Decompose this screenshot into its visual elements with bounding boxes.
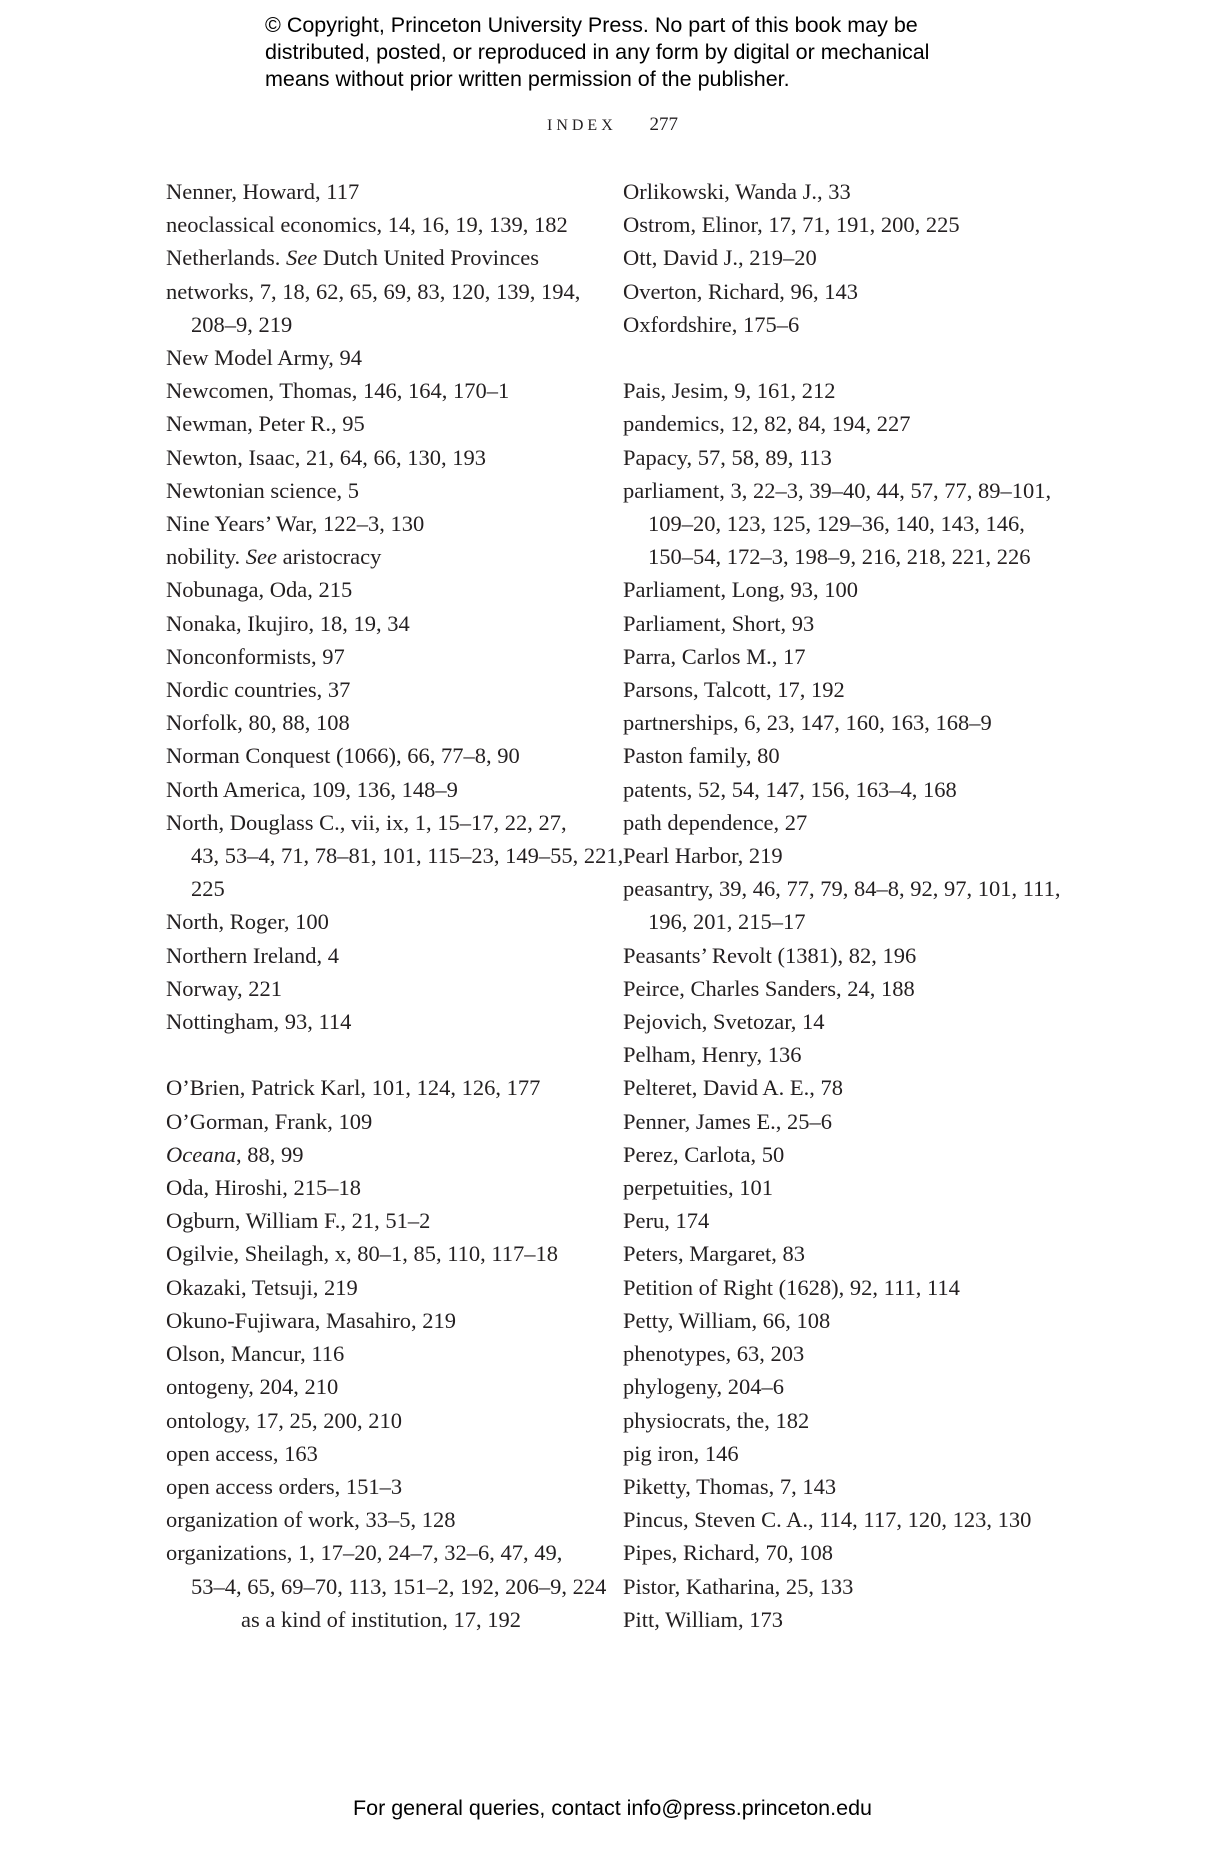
footer-contact: For general queries, contact info@press.princeton.edu [352, 1796, 872, 1820]
index-locators: Norman Conquest (1066), 66, 77–8, 90 [166, 743, 520, 769]
index-locators: Nottingham, 93, 114 [166, 1009, 352, 1035]
index-entry [166, 1271, 596, 1304]
index-locators: Orlikowski, Wanda J., 33 [623, 179, 851, 204]
index-entry [623, 1204, 1063, 1237]
index-locators: open access, 163 [166, 1440, 318, 1466]
index-locators: Oda, Hiroshi, 215–18 [166, 1175, 361, 1201]
index-term-italic: Oceana [166, 1141, 236, 1167]
index-entry [623, 1603, 1063, 1636]
index-entry [166, 1470, 596, 1503]
index-locators: Paston family, 80 [623, 743, 780, 769]
index-locators: Newcomen, Thomas, 146, 164, 170–1 [166, 378, 510, 404]
section-label: INDEX [546, 117, 617, 134]
index-entry [623, 673, 1063, 706]
index-entry [623, 706, 1063, 739]
index-entry [166, 374, 596, 407]
index-locators: Newton, Isaac, 21, 64, 66, 130, 193 [166, 444, 486, 470]
index-locators: Parliament, Long, 93, 100 [623, 577, 858, 603]
index-locators: New Model Army, 94 [166, 345, 363, 371]
index-locators: open access orders, 151–3 [166, 1473, 403, 1499]
index-locators: pig iron, 146 [623, 1440, 739, 1466]
index-locators: Ott, David J., 219–20 [623, 245, 817, 271]
index-entry [623, 1304, 1063, 1337]
index-entry [623, 407, 1063, 440]
index-entry [623, 1105, 1063, 1138]
index-entry [623, 773, 1063, 806]
index-locators: Nonaka, Ikujiro, 18, 19, 34 [166, 610, 410, 636]
index-locators: Okuno-Fujiwara, Masahiro, 219 [166, 1307, 456, 1333]
index-locators: Okazaki, Tetsuji, 219 [166, 1274, 358, 1300]
index-entry [166, 175, 596, 208]
index-locators: Newman, Peter R., 95 [166, 411, 365, 437]
index-entry [166, 1204, 596, 1237]
index-locators: Petition of Right (1628), 92, 111, 114 [623, 1274, 960, 1300]
index-entry [166, 1503, 596, 1536]
copyright-line: © Copyright, Princeton University Press. No part of this book may be [265, 13, 918, 37]
index-locators: Pejovich, Svetozar, 14 [623, 1009, 825, 1035]
index-entry [623, 208, 1063, 241]
index-entry [623, 1005, 1063, 1038]
index-entry [623, 573, 1063, 606]
index-locators: Nobunaga, Oda, 215 [166, 577, 353, 603]
index-entry [166, 1071, 596, 1104]
index-locators: Oxfordshire, 175–6 [623, 311, 800, 337]
index-entry [166, 673, 596, 706]
index-locators: Ostrom, Elinor, 17, 71, 191, 200, 225 [623, 212, 960, 238]
index-entry [166, 1370, 596, 1403]
index-entry [623, 939, 1063, 972]
index-term: Netherlands. [166, 245, 286, 271]
index-locators: O’Gorman, Frank, 109 [166, 1108, 373, 1134]
index-locators: Pearl Harbor, 219 [623, 843, 783, 869]
index-locators: Papacy, 57, 58, 89, 113 [623, 444, 832, 470]
index-entry [166, 1138, 596, 1171]
index-entry [166, 939, 596, 972]
index-locators: Newtonian science, 5 [166, 477, 360, 503]
index-entry [623, 1470, 1063, 1503]
index-entry [166, 573, 596, 606]
index-locators: Olson, Mancur, 116 [166, 1341, 345, 1367]
index-locators: Norfolk, 80, 88, 108 [166, 710, 350, 736]
copyright-notice [265, 12, 1025, 93]
index-locators: Pais, Jesim, 9, 161, 212 [623, 378, 836, 404]
index-locators: Pipes, Richard, 70, 108 [623, 1540, 833, 1566]
index-locators: Pelteret, David A. E., 78 [623, 1075, 843, 1101]
index-column-left [166, 175, 624, 1636]
index-locators: Northern Ireland, 4 [166, 942, 340, 968]
index-entry [623, 275, 1063, 308]
index-entry [623, 1570, 1063, 1603]
index-entry [166, 1237, 596, 1270]
index-locators: Nonconformists, 97 [166, 643, 345, 669]
index-locators: neoclassical economics, 14, 16, 19, 139, 182 [166, 212, 568, 238]
index-entry [166, 540, 596, 573]
index-locators: ontogeny, 204, 210 [166, 1374, 339, 1400]
index-locators: perpetuities, 101 [623, 1175, 773, 1201]
running-head [0, 114, 1225, 136]
copyright-line: means without prior written permission of the publisher. [265, 67, 790, 91]
index-entry [166, 1171, 596, 1204]
index-entry [166, 1304, 596, 1337]
index-locators: Pelham, Henry, 136 [623, 1042, 802, 1068]
index-entry [166, 407, 596, 440]
index-entry [166, 1536, 607, 1602]
index-locators: Dutch United Provinces [317, 245, 540, 271]
index-entry [166, 806, 624, 906]
index-locators: organizations, 1, 17–20, 24–7, 32–6, 47, 49, 53–4, 65, 69–70, 113, 151–2, 192, 206–9, 224 [166, 1540, 607, 1599]
index-entry [623, 1536, 1063, 1569]
index-entry [623, 1038, 1063, 1071]
index-term: nobility. [166, 544, 246, 570]
index-entry [623, 175, 1063, 208]
index-entry [623, 374, 1063, 407]
index-entry [623, 640, 1063, 673]
index-locators: Pistor, Katharina, 25, 133 [623, 1573, 854, 1599]
index-locators: Parra, Carlos M., 17 [623, 643, 806, 669]
index-entry [166, 1437, 596, 1470]
index-entry [623, 474, 1063, 574]
index-entry [166, 507, 596, 540]
index-entry [166, 1404, 596, 1437]
index-entry [623, 1171, 1063, 1204]
index-entry [623, 806, 1063, 839]
index-locators: Peters, Margaret, 83 [623, 1241, 806, 1267]
index-locators: patents, 52, 54, 147, 156, 163–4, 168 [623, 776, 957, 802]
index-locators: Nenner, Howard, 117 [166, 179, 360, 204]
index-locators: Overton, Richard, 96, 143 [623, 278, 858, 304]
index-locators: pandemics, 12, 82, 84, 194, 227 [623, 411, 911, 437]
index-entry [166, 208, 596, 241]
index-locators: peasantry, 39, 46, 77, 79, 84–8, 92, 97, 101, 111, 196, 201, 215–17 [623, 876, 1061, 935]
index-entry [623, 1138, 1063, 1171]
index-locators: Pincus, Steven C. A., 114, 117, 120, 123, 130 [623, 1507, 1032, 1533]
page-number: 277 [649, 114, 678, 135]
index-locators: Parliament, Short, 93 [623, 610, 815, 636]
index-entry [166, 441, 596, 474]
index-locators: partnerships, 6, 23, 147, 160, 163, 168–9 [623, 710, 992, 736]
see-reference: See [245, 544, 278, 570]
index-entry [166, 607, 596, 640]
index-entry [623, 739, 1063, 772]
index-locators: Perez, Carlota, 50 [623, 1141, 785, 1167]
index-locators: Ogburn, William F., 21, 51–2 [166, 1208, 431, 1234]
index-locators: Nine Years’ War, 122–3, 130 [166, 511, 425, 537]
index-entry [166, 1105, 596, 1138]
index-entry [166, 905, 596, 938]
index-entry [623, 1437, 1063, 1470]
index-entry [623, 972, 1063, 1005]
index-entry [623, 241, 1063, 274]
index-entry [166, 1005, 596, 1038]
index-locators: North America, 109, 136, 148–9 [166, 776, 458, 802]
index-subentry [166, 1603, 596, 1636]
index-locators: Peasants’ Revolt (1381), 82, 196 [623, 942, 917, 968]
index-entry [166, 474, 596, 507]
index-entry [166, 706, 596, 739]
index-locators: Parsons, Talcott, 17, 192 [623, 677, 845, 703]
index-entry [623, 1503, 1063, 1536]
index-entry [166, 341, 596, 374]
letter-group-gap [166, 1038, 596, 1071]
index-entry [166, 241, 596, 274]
index-locators: Norway, 221 [166, 975, 283, 1001]
index-locators: as a kind of institution, 17, 192 [241, 1606, 521, 1632]
index-entry [623, 1071, 1063, 1104]
index-locators: organization of work, 33–5, 128 [166, 1507, 456, 1533]
index-entry [623, 1404, 1063, 1437]
index-entry [623, 607, 1063, 640]
index-locators: North, Roger, 100 [166, 909, 329, 935]
see-reference: See [285, 245, 318, 271]
index-entry [623, 1237, 1063, 1270]
index-locators: physiocrats, the, 182 [623, 1407, 810, 1433]
index-locators: North, Douglass C., vii, ix, 1, 15–17, 22, 27, 43, 53–4, 71, 78–81, 101, 115–23, 149–55, 221, 225 [166, 809, 624, 902]
index-locators: phenotypes, 63, 203 [623, 1341, 805, 1367]
index-locators: Peru, 174 [623, 1208, 710, 1234]
letter-group-gap [623, 341, 1063, 374]
index-entry [623, 1337, 1063, 1370]
index-entry [623, 1271, 1063, 1304]
index-entry [623, 839, 1063, 872]
index-entry [166, 972, 596, 1005]
index-locators: ontology, 17, 25, 200, 210 [166, 1407, 403, 1433]
index-column-right [623, 175, 1063, 1636]
index-locators: Peirce, Charles Sanders, 24, 188 [623, 975, 915, 1001]
index-entry [166, 1337, 596, 1370]
index-entry [623, 872, 1063, 938]
index-locators: phylogeny, 204–6 [623, 1374, 785, 1400]
index-locators: aristocracy [277, 544, 382, 570]
index-locators: , 88, 99 [235, 1141, 304, 1167]
index-entry [166, 773, 596, 806]
index-locators: Penner, James E., 25–6 [623, 1108, 833, 1134]
index-locators: Ogilvie, Sheilagh, x, 80–1, 85, 110, 117–18 [166, 1241, 559, 1267]
index-locators: path dependence, 27 [623, 809, 808, 835]
index-entry [623, 441, 1063, 474]
index-locators: parliament, 3, 22–3, 39–40, 44, 57, 77, 89–101, 109–20, 123, 125, 129–36, 140, 143, 146, 150–54, 172–3, 198–9, 216, 218, 221, 226 [623, 477, 1052, 570]
index-entry [623, 308, 1063, 341]
index-entry [166, 640, 596, 673]
index-entry [166, 275, 596, 341]
index-locators: Petty, William, 66, 108 [623, 1307, 831, 1333]
copyright-line: distributed, posted, or reproduced in any form by digital or mechanical [265, 40, 930, 64]
index-locators: Pitt, William, 173 [623, 1606, 783, 1632]
index-entry [166, 739, 596, 772]
index-locators: Nordic countries, 37 [166, 677, 351, 703]
index-entry [623, 1370, 1063, 1403]
index-locators: O’Brien, Patrick Karl, 101, 124, 126, 177 [166, 1075, 541, 1101]
index-locators: networks, 7, 18, 62, 65, 69, 83, 120, 139, 194, 208–9, 219 [166, 278, 581, 337]
index-locators: Piketty, Thomas, 7, 143 [623, 1473, 837, 1499]
